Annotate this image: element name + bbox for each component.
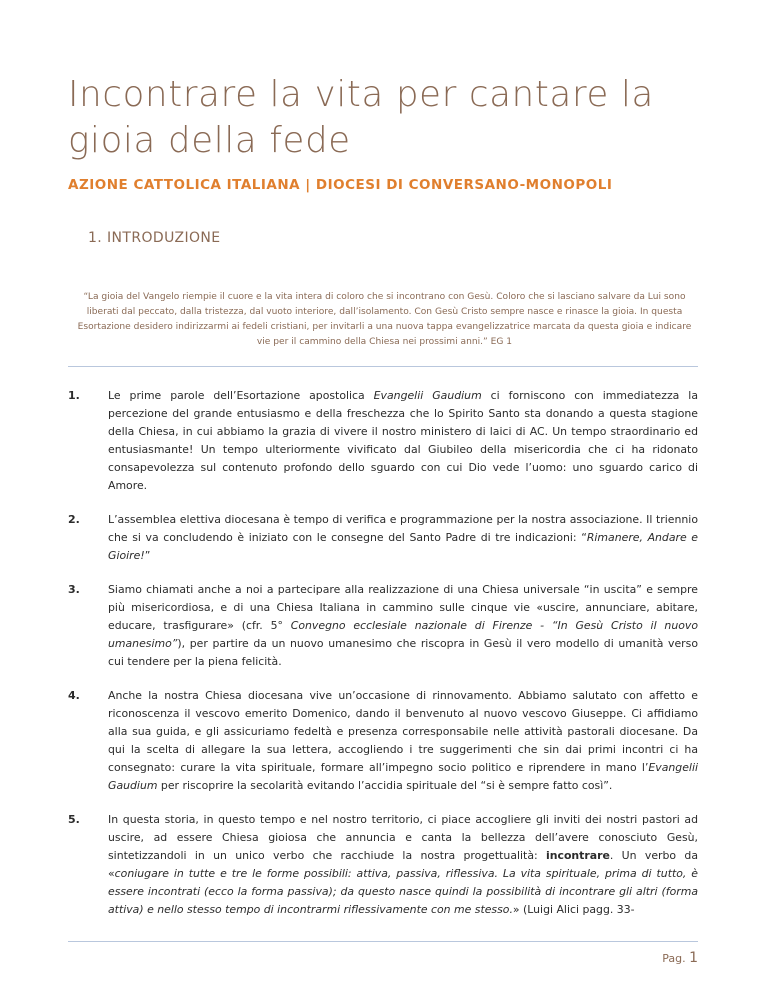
- epigraph-quote: “La gioia del Vangelo riempie il cuore e la vita intera di coloro che si incontrano con Gesù. Coloro che si lasciano salvare da Lui sono liberati dal peccato, dalla tristezza, dal vuoto interiore, dall’isolamento. Con Gesù Cristo sempre nasce e rinasce la gioia. In questa Esortazione desidero indirizzarmi ai fedeli cristiani, per invitarli a una nuova tappa evangelizzatrice marcata da questa gioia e indicare vie per il cammino della Chiesa nei prossimi anni.” EG 1: [77, 292, 692, 347]
- list-item: [68, 811, 698, 919]
- paragraph-text: Le prime parole dell’Esortazione apostolica Evangelii Gaudium ci forniscono con immediatezza la percezione del grande entusiasmo e della freschezza che lo Spirito Santo sta donando a questa stagione della Chiesa, in cui abbiamo la grazia di vivere il nostro ministero di laici di AC. Un tempo straordinario ed entusiasmante! Un tempo ulteriormente vivificato dal Giubileo della misericordia che ci ha ridonato consapevolezza sul contenuto profondo dello sguardo con cui Dio vede l’uomo: uno sguardo carico di Amore.: [108, 389, 699, 492]
- list-item: [68, 581, 698, 671]
- page-number-value: 1: [689, 950, 698, 966]
- list-item: [68, 511, 698, 565]
- paragraph-number: 1.: [68, 389, 80, 402]
- page-label: Pag.: [662, 952, 686, 965]
- paragraph-text: L’assemblea elettiva diocesana è tempo di verifica e programmazione per la nostra associazione. Il triennio che si va concludendo è iniziato con le consegne del Santo Padre di tre indicazioni: “Rimanere, Andare e Gioire!”: [108, 513, 699, 562]
- paragraph-text: Siamo chiamati anche a noi a partecipare alla realizzazione di una Chiesa universale “in uscita” e sempre più misericordiosa, e di una Chiesa Italiana in cammino sulle cinque vie «uscire, annunciare, abitare, educare, trasfigurare» (cfr. 5° Convegno ecclesiale nazionale di Firenze - “In Gesù Cristo il nuovo umanesimo”), per partire da un nuovo umanesimo che riscopra in Gesù il vero modello di umanità verso cui tendere per la piena felicità.: [108, 583, 698, 668]
- section-heading: 1. INTRODUZIONE: [88, 230, 221, 246]
- paragraph-text: In questa storia, in questo tempo e nel nostro territorio, ci piace accogliere gli inviti dei nostri pastori ad uscire, ad essere Chiesa gioiosa che annuncia e canta la bellezza dell’avere conosciuto Gesù, sintetizzandoli in un unico verbo che racchiude la nostra progettualità: incontrare. Un verbo da «coniugare in tutte e tre le forme possibili: attiva, passiva, riflessiva. La vita spirituale, prima di tutto, è essere incontrati (ecco la forma passiva); da questo nasce quindi la possibilità di incontrare gli altri (forma attiva) e nello stesso tempo di incontrarmi riflessivamente con me stesso.» (Luigi Alici pagg. 33-: [108, 813, 698, 916]
- document-subtitle: AZIONE CATTOLICA ITALIANA | DIOCESI DI CONVERSANO-MONOPOLI: [68, 177, 613, 193]
- paragraph-number: 5.: [68, 813, 80, 826]
- paragraph-number: 2.: [68, 513, 80, 526]
- paragraph-number: 3.: [68, 583, 80, 596]
- paragraph-number: 4.: [68, 689, 80, 702]
- quote-divider: [68, 366, 698, 367]
- paragraph-list: [68, 387, 698, 935]
- list-item: [68, 687, 698, 795]
- paragraph-text: Anche la nostra Chiesa diocesana vive un’occasione di rinnovamento. Abbiamo salutato con affetto e riconoscenza il vescovo emerito Domenico, dando il benvenuto al nuovo vescovo Giuseppe. Ci affidiamo alla sua guida, e gli assicuriamo fedeltà e presenza corresponsabile nelle attività pastorali diocesane. Da qui la scelta di allegare la sua lettera, accogliendo i tre suggerimenti che sin dai primi incontri ci ha consegnato: curare la vita spirituale, formare all’impegno socio politico e riprendere in mano l’Evangelii Gaudium per riscoprire la secolarità evitando l’accidia spirituale del “si è sempre fatto così”.: [108, 689, 698, 792]
- document-title: Incontrare la vita per cantare la gioia della fede: [68, 74, 655, 161]
- page-number: [662, 950, 698, 966]
- footer-divider: [68, 941, 698, 942]
- list-item: [68, 387, 698, 495]
